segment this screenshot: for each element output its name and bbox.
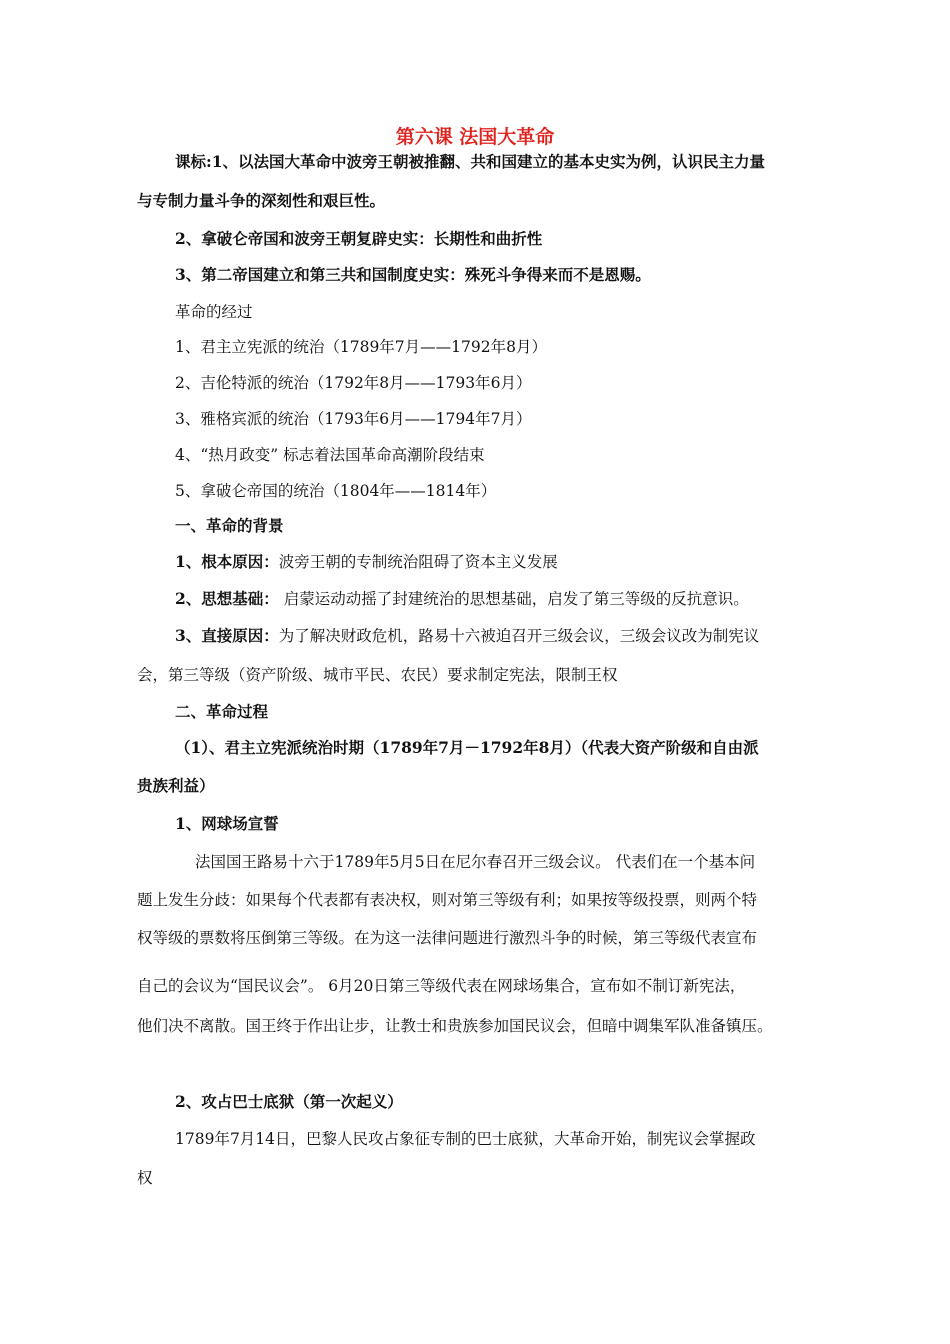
curriculum-item-3: 3、第二帝国建立和第三共和国制度史实：殊死斗争得来而不是恩赐。 [175, 265, 651, 284]
cause-2 [175, 589, 749, 609]
period-1-line-2: 贵族利益） [137, 776, 215, 795]
process-item-1: 1、君主立宪派的统治（1789年7月——1792年8月） [175, 338, 547, 356]
cause-3-text: 为了解决财政危机，路易十六被迫召开三级会议，三级会议改为制宪议 [278, 627, 760, 645]
oath-paragraph-line-1: 法国国王路易十六于1789年5月5日在尼尔春召开三级会议。 代表们在一个基本问 [195, 853, 756, 871]
oath-paragraph-line-3: 权等级的票数将压倒第三等级。在为这一法律问题进行激烈斗争的时候，第三等级代表宣布 [137, 929, 758, 947]
cause-1-label: 1、根本原因： [175, 552, 279, 571]
oath-paragraph-line-2: 题上发生分歧：如果每个代表都有表决权，则对第三等级有利；如果按等级投票，则两个特 [137, 891, 758, 909]
oath-heading: 1、网球场宣誓 [175, 814, 279, 833]
process-item-3: 3、雅格宾派的统治（1793年6月——1794年7月） [175, 410, 532, 428]
curriculum-line-1: 课标:1、以法国大革命中波旁王朝被推翻、共和国建立的基本史实为例，认识民主力量 [175, 152, 766, 171]
oath-paragraph-line-5: 他们决不离散。国王终于作出让步，让教士和贵族参加国民议会，但暗中调集军队准备镇压。 [137, 1017, 773, 1035]
process-item-2: 2、吉伦特派的统治（1792年8月——1793年6月） [175, 374, 532, 392]
process-heading: 革命的经过 [175, 303, 253, 321]
cause-2-text: 启蒙运动动摇了封建统治的思想基础，启发了第三等级的反抗意识。 [278, 590, 749, 608]
process-item-4: 4、“热月政变” 标志着法国革命高潮阶段结束 [175, 446, 485, 464]
bastille-paragraph-line-2: 权 [137, 1169, 153, 1187]
curriculum-item-2: 2、拿破仑帝国和波旁王朝复辟史实：长期性和曲折性 [175, 229, 543, 248]
process-item-5: 5、拿破仑帝国的统治（1804年——1814年） [175, 482, 497, 500]
cause-1 [175, 552, 558, 572]
cause-2-label: 2、思想基础： [175, 589, 279, 608]
section-2-heading: 二、革命过程 [175, 702, 269, 721]
page-title: 第六课 法国大革命 [395, 126, 555, 148]
oath-paragraph-line-4: 自己的会议为“国民议会”。 6月20日第三等级代表在网球场集合，宣布如不制订新宪法， [137, 977, 746, 995]
bastille-paragraph-line-1: 1789年7月14日，巴黎人民攻占象征专制的巴士底狱，大革命开始，制宪议会掌握政 [175, 1130, 756, 1148]
cause-3 [175, 626, 759, 646]
section-1-heading: 一、革命的背景 [175, 516, 284, 535]
cause-3-label: 3、直接原因： [175, 626, 279, 645]
bastille-heading: 2、攻占巴士底狱（第一次起义） [175, 1092, 403, 1111]
cause-3-continued: 会，第三等级（资产阶级、城市平民、农民）要求制定宪法，限制王权 [137, 666, 618, 684]
period-1-line-1: （1）、君主立宪派统治时期（1789年7月－1792年8月）（代表大资产阶级和自由派 [175, 738, 759, 757]
curriculum-line-2: 与专制力量斗争的深刻性和艰巨性。 [137, 191, 386, 210]
cause-1-text: 波旁王朝的专制统治阻碍了资本主义发展 [278, 553, 558, 571]
